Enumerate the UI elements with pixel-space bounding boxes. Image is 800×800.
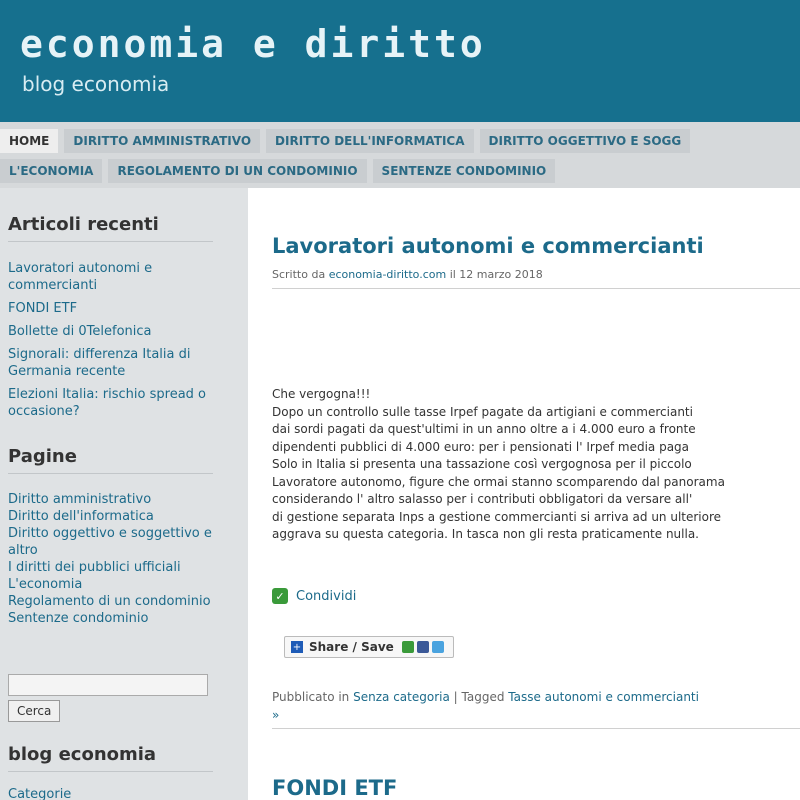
post-footer (272, 688, 699, 724)
plus-icon: + (292, 641, 302, 653)
site-title[interactable]: economia e diritto (20, 22, 486, 66)
pages-list (8, 491, 213, 627)
search-input[interactable] (8, 674, 208, 696)
recent-posts-heading: Articoli recenti (8, 214, 213, 242)
nav-row-2 (0, 156, 800, 186)
twitter-icon[interactable] (432, 641, 444, 653)
page-link[interactable]: L'economia (8, 577, 83, 592)
post-body (272, 386, 800, 544)
email-icon[interactable] (402, 641, 414, 653)
body-line: Che vergogna!!! (272, 387, 371, 401)
share-link[interactable]: Condividi (296, 588, 357, 604)
sidebar (0, 188, 248, 800)
main-nav (0, 122, 800, 188)
tag-link[interactable]: Tasse autonomi e commercianti (508, 690, 699, 704)
share-row[interactable] (272, 588, 356, 604)
share-save-label: Share / Save (309, 640, 394, 654)
page-link[interactable]: I diritti dei pubblici ufficiali (8, 560, 181, 575)
nav-item-sentenze[interactable]: SENTENZE CONDOMINIO (373, 159, 556, 183)
footer-more-link[interactable]: » (272, 708, 280, 722)
nav-item-regolamento[interactable]: REGOLAMENTO DI UN CONDOMINIO (108, 159, 366, 183)
recent-post-link[interactable]: Signorali: differenza Italia di Germania recente (8, 347, 191, 379)
category-link[interactable]: Senza categoria (353, 690, 450, 704)
meta-prefix: Scritto da (272, 268, 326, 281)
page-link[interactable]: Regolamento di un condominio (8, 594, 211, 609)
recent-posts-list (8, 260, 213, 426)
blog-heading: blog economia (8, 744, 213, 772)
nav-item-diritto-informatica[interactable]: DIRITTO DELL'INFORMATICA (266, 129, 473, 153)
page-link[interactable]: Sentenze condominio (8, 611, 149, 626)
main-content (252, 196, 800, 800)
search-button[interactable]: Cerca (8, 700, 60, 722)
nav-row-1 (0, 126, 800, 156)
nav-item-diritto-oggettivo[interactable]: DIRITTO OGGETTIVO E SOGG (480, 129, 691, 153)
body-line: Dopo un controllo sulle tasse Irpef pagate da artigiani e commercianti (272, 404, 693, 419)
body-line: aggrava su questa categoria. In tasca non gli resta praticamente nulla. (272, 527, 699, 541)
share-save-button[interactable] (284, 636, 454, 658)
recent-post-link[interactable]: Elezioni Italia: rischio spread o occasione? (8, 387, 206, 419)
facebook-icon[interactable] (417, 641, 429, 653)
divider (272, 728, 800, 729)
body-line: dai sordi pagati da quest'ultimi in un anno oltre a i 4.000 euro a fronte (272, 422, 696, 436)
blog-link[interactable]: Categorie (8, 787, 72, 800)
nav-item-economia[interactable]: L'ECONOMIA (0, 159, 102, 183)
nav-item-diritto-amministrativo[interactable]: DIRITTO AMMINISTRATIVO (64, 129, 260, 153)
recent-post-link[interactable]: Bollette di 0Telefonica (8, 324, 152, 339)
recent-post-link[interactable]: Lavoratori autonomi e commercianti (8, 261, 153, 293)
meta-author-link[interactable]: economia-diritto.com (328, 268, 447, 281)
pages-heading: Pagine (8, 446, 213, 474)
body-line: considerando l' altro salasso per i contributi obbligatori da versare all' (272, 492, 693, 506)
body-line: di gestione separata Inps a gestione commercianti si arriva ad un ulteriore (272, 509, 722, 524)
post-meta (272, 268, 543, 281)
blog-list (8, 786, 213, 800)
post-title-2[interactable]: FONDI ETF (272, 776, 398, 800)
nav-item-home[interactable]: HOME (0, 129, 58, 153)
footer-separator: | Tagged (453, 690, 505, 704)
site-subtitle: blog economia (22, 72, 170, 96)
recent-post-link[interactable]: FONDI ETF (8, 301, 78, 316)
body-line: dipendenti pubblici di 4.000 euro: per i pensionati l' Irpef media paga (272, 439, 690, 454)
meta-date: il 12 marzo 2018 (449, 268, 543, 281)
page-link[interactable]: Diritto dell'informatica (8, 509, 154, 524)
divider (272, 288, 800, 289)
page-link[interactable]: Diritto amministrativo (8, 492, 152, 507)
body-line: Solo in Italia si presenta una tassazione così vergognosa per il piccolo (272, 457, 692, 471)
site-header (0, 0, 800, 122)
page-link[interactable]: Diritto oggettivo e soggettivo e altro (8, 526, 212, 558)
post-title[interactable]: Lavoratori autonomi e commercianti (272, 234, 704, 258)
body-line: Lavoratore autonomo, figure che ormai stanno scomparendo dal panorama (272, 474, 725, 489)
footer-prefix: Pubblicato in (272, 690, 350, 704)
share-icon: ✓ (272, 588, 288, 604)
